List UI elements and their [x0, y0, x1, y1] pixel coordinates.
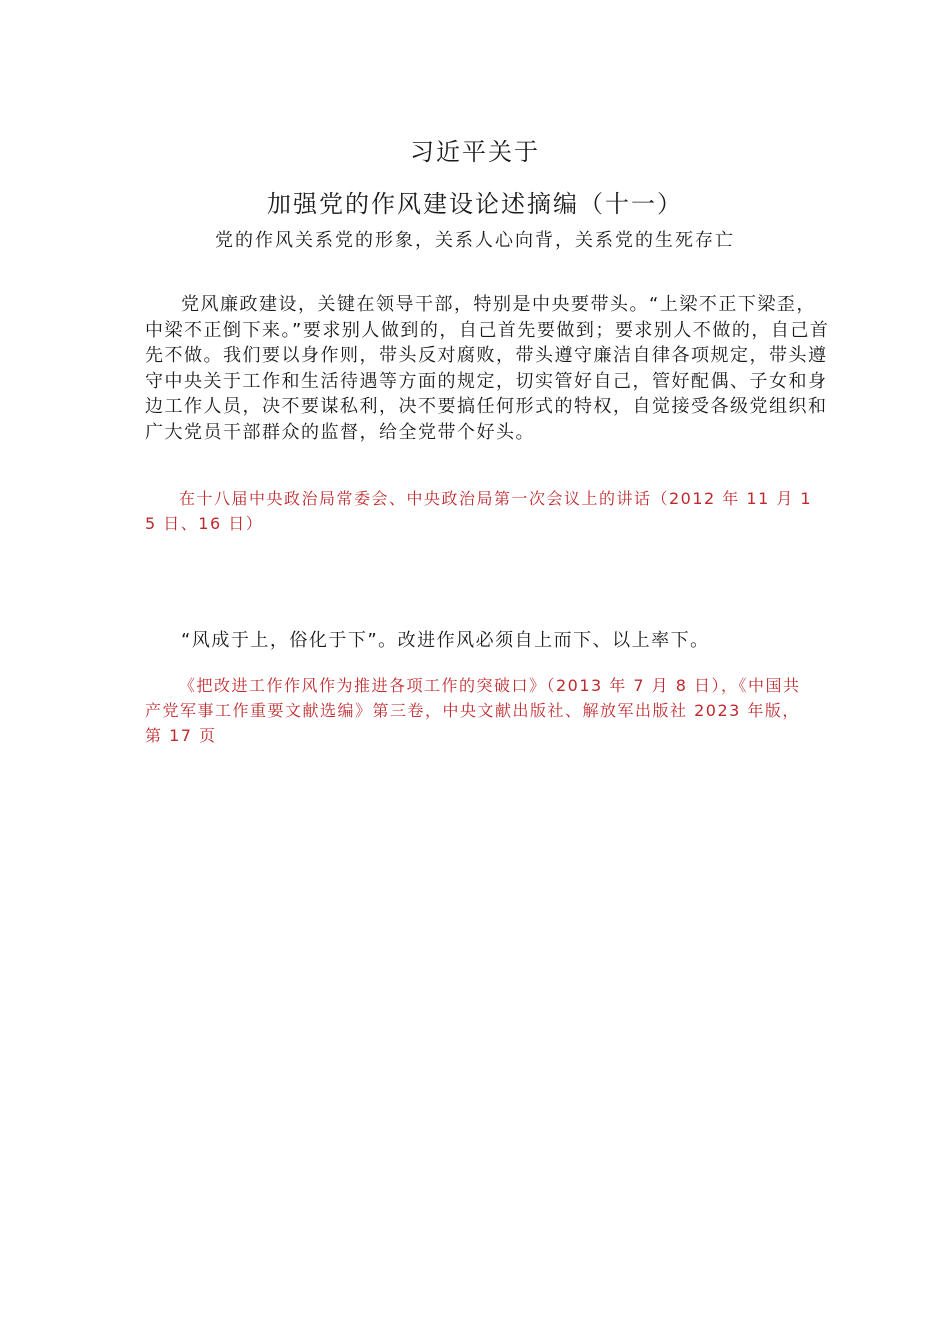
title-line-1: 习近平关于: [410, 138, 540, 166]
source-citation-2: 《把改进工作作风作为推进各项工作的突破口》（2013 年 7 月 8 日），《中国共产党军事工作重要文献选编》第三卷，中央文献出版社、解放军出版社 2023 年版，第 17 页: [145, 676, 801, 745]
subtitle: 党的作风关系党的形象，关系人心向背，关系党的生死存亡: [215, 230, 735, 251]
quote-paragraph-1: 党风廉政建设，关键在领导干部，特别是中央要带头。“上梁不正下梁歪，中梁不正倒下来。”要求别人做到的，自己首先要做到；要求别人不做的，自己首先不做。我们要以身作则，带头反对腐败，带头遵守廉洁自律各项规定，带头遵守中央关于工作和生活待遇等方面的规定，切实管好自己，管好配偶、子女和身边工作人员，决不要谋私利，决不要搞任何形式的特权，自觉接受各级党组织和广大党员干部群众的监督，给全党带个好头。: [145, 294, 830, 443]
quote-paragraph-2: “风成于上，俗化于下”。改进作风必须自上而下、以上率下。: [181, 630, 710, 651]
title-line-2: 加强党的作风建设论述摘编（十一）: [267, 190, 683, 218]
source-citation-1: 在十八届中央政治局常委会、中央政治局第一次会议上的讲话（2012 年 11 月 15 日、16 日）: [145, 489, 813, 533]
